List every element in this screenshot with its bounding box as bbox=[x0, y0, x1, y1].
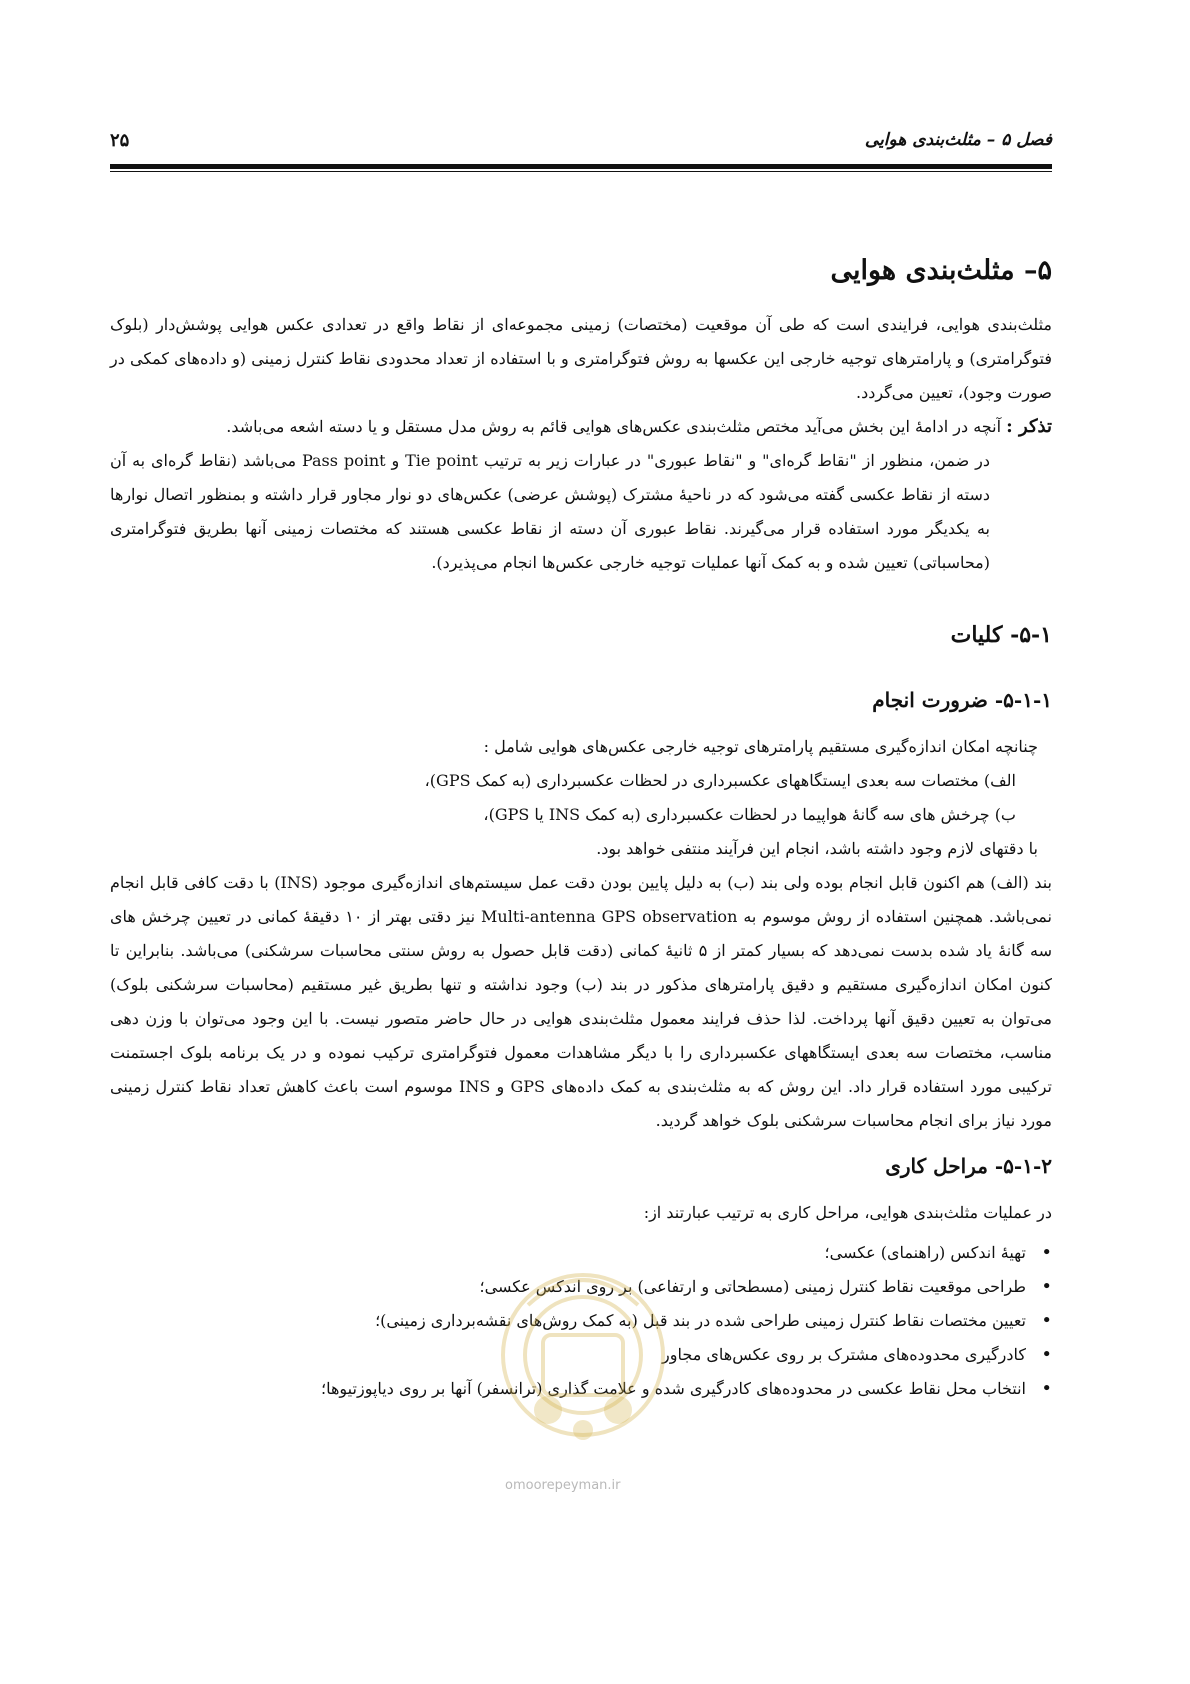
list-item: • طراحی موقعیت نقاط کنترل زمینی (مسطحاتی و ارتفاعی) بر روی اندکس عکسی؛ bbox=[110, 1270, 1026, 1304]
necessity-body: بند (الف) هم اکنون قابل انجام بوده ولی بند (ب) به دلیل پایین بودن دقت عمل سیستم‌های اندازه‌گیری موجود (INS) با دقت کافی قابل انجام نمی‌باشد. همچنین استفاده از روش موسوم به Multi-antenna GPS observation نیز دقتی بهتر از ۱۰ دقیقۀ کمانی در تعیین چرخش های سه گانۀ یاد شده بدست نمی‌دهد که بسیار کمتر از ۵ ثانیۀ کمانی (دقت قابل حصول به روش سنتی محاسبات سرشکنی) می‌باشد. بنابراین تا کنون امکان اندازه‌گیری مستقیم و دقیق پارامترهای مذکور در بند (ب) وجود نداشته و تنها بطریق غیر مستقیم (محاسبات سرشکنی بلوک) می‌توان به تعیین دقیق آنها پرداخت. لذا حذف فرایند معمول مثلث‌بندی هوایی در حال حاضر متصور نیست. با این وجود می‌توان با وزن دهی مناسب، مختصات سه بعدی ایستگاههای عکسبرداری را با دیگر مشاهدات معمول فتوگرامتری ترکیب نموده و در یک برنامه بلوک اجستمنت ترکیبی مورد استفاده قرار داد. این روش که به مثلث‌بندی به کمک داده‌های GPS و INS موسوم است باعث کاهش تعداد نقاط کنترل زمینی مورد نیاز برای انجام محاسبات سرشکنی بلوک خواهد گردید. bbox=[110, 873, 1053, 1130]
condition-b: ب) چرخش های سه گانۀ هواپیما در لحظات عکسبرداری (به کمک INS یا GPS)، bbox=[483, 805, 1016, 824]
steps-list bbox=[110, 1236, 1052, 1406]
list-item: • تعیین مختصات نقاط کنترل زمینی طراحی شده در بند قبل (به کمک روش‌های نقشه‌برداری زمینی)؛ bbox=[110, 1304, 1026, 1338]
list-item: • تهیۀ اندکس (راهنمای) عکسی؛ bbox=[110, 1236, 1026, 1270]
chapter-title: فصل ۵ – مثلث‌بندی هوایی bbox=[864, 130, 1052, 150]
condition-outcome: با دقتهای لازم وجود داشته باشد، انجام این فرآیند منتفی خواهد بود. bbox=[596, 839, 1038, 858]
necessity-conditions bbox=[110, 730, 1052, 866]
page-content bbox=[110, 255, 1052, 1406]
section-intro: مثلث‌بندی هوایی، فرایندی است که طی آن موقعیت (مختصات) زمینی مجموعه‌ای از نقاط واقع در تعدادی عکس هوایی پوشش‌دار (بلوک فتوگرامتری) و پارامترهای توجیه خارجی این عکسها به روش فتوگرامتری و با استفاده از تعداد محدودی نقاط کنترل زمینی (و داده‌های کمکی در صورت وجود)، تعیین می‌گردد. bbox=[110, 315, 1053, 402]
list-item: • کادرگیری محدوده‌های مشترک بر روی عکس‌های مجاور bbox=[110, 1338, 1026, 1372]
subsection-heading-necessity: ۵-۱-۱- ضرورت انجام bbox=[872, 688, 1052, 712]
steps-intro: در عملیات مثلث‌بندی هوایی، مراحل کاری به ترتیب عبارتند از: bbox=[643, 1203, 1052, 1222]
header-rule-thin bbox=[110, 171, 1052, 172]
condition-intro: چنانچه امکان اندازه‌گیری مستقیم پارامترهای توجیه خارجی عکس‌های هوایی شامل : bbox=[483, 737, 1038, 756]
page-number: ۲۵ bbox=[110, 130, 130, 151]
subsection-heading-general: ۵-۱- کلیات bbox=[950, 622, 1052, 648]
header-rule-thick bbox=[110, 164, 1052, 169]
note-continuation: در ضمن، منظور از "نقاط گره‌ای" و "نقاط عبوری" در عبارات زیر به ترتیب Tie point و Pass point می‌باشد (نقاط گره‌ای به آن دسته از نقاط عکسی گفته می‌شود که در ناحیۀ مشترک (پوشش عرضی) عکس‌های دو نوار مجاور قرار داشته و بمنظور اتصال نوارها به یکدیگر مورد استفاده قرار می‌گیرند. نقاط عبوری آن دسته از نقاط عکسی هستند که مختصات زمینی آنها بطریق فتوگرامتری (محاسباتی) تعیین شده و به کمک آنها عملیات توجیه خارجی عکس‌ها انجام می‌پذیرد). bbox=[110, 451, 990, 572]
note-label: تذکر : bbox=[1006, 416, 1052, 437]
condition-a: الف) مختصات سه بعدی ایستگاههای عکسبرداری در لحظات عکسبرداری (به کمک GPS)، bbox=[424, 771, 1016, 790]
watermark-url: omoorepeyman.ir bbox=[505, 1478, 621, 1493]
note-first-line: آنچه در ادامۀ این بخش می‌آید مختص مثلث‌بندی عکس‌های هوایی قائم به روش مدل مستقل و یا دسته اشعه می‌باشد. bbox=[226, 417, 1002, 436]
note-paragraph bbox=[110, 410, 1052, 444]
section-heading: ۵– مثلث‌بندی هوایی bbox=[830, 255, 1052, 286]
subsection-heading-steps: ۵-۱-۲- مراحل کاری bbox=[885, 1154, 1052, 1178]
page-header bbox=[110, 130, 1052, 160]
list-item: • انتخاب محل نقاط عکسی در محدوده‌های کادرگیری شده و علامت گذاری (ترانسفر) آنها بر روی دیاپوزتیوها؛ bbox=[110, 1372, 1026, 1406]
